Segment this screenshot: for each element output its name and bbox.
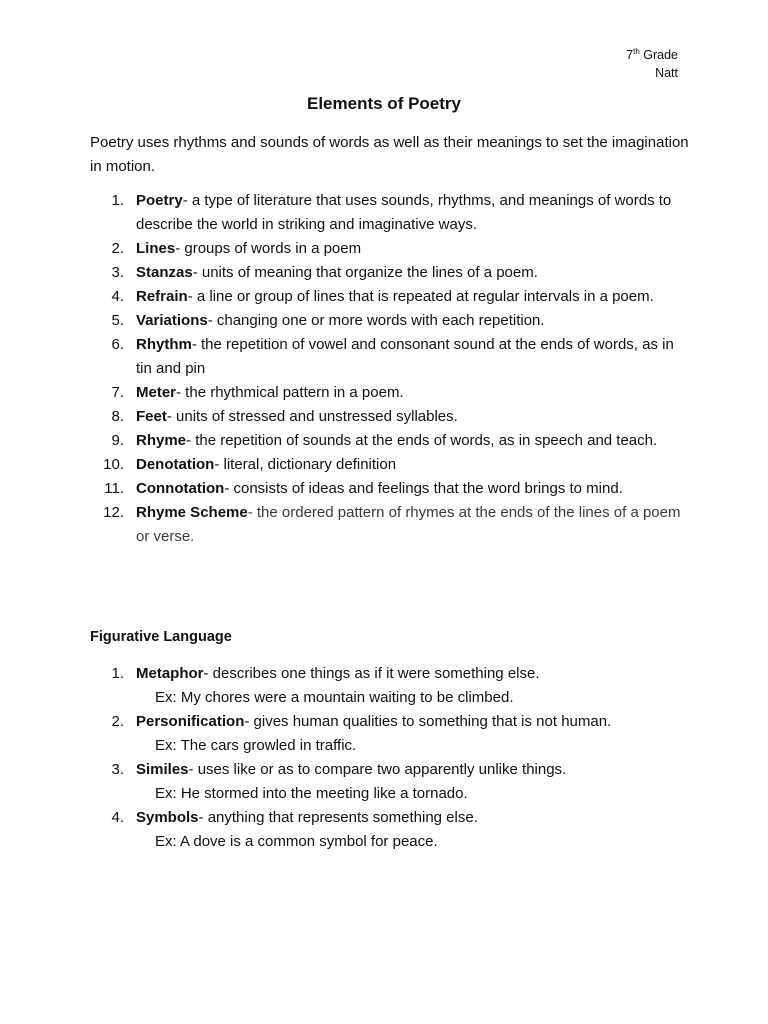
item-term: Metaphor: [136, 665, 204, 682]
list-item: [90, 309, 690, 333]
item-definition: - changing one or more words with each repetition.: [207, 312, 545, 329]
figurative-list: [90, 662, 690, 854]
grade-superscript: th: [633, 47, 640, 56]
list-item: [90, 381, 690, 405]
item-term: Similes: [136, 761, 189, 778]
item-definition: - the ordered pattern of rhymes at the ends of the lines of a poem or verse.: [136, 504, 681, 545]
item-term: Rhythm: [136, 336, 192, 353]
item-definition: - groups of words in a poem: [175, 240, 362, 257]
list-item: [90, 429, 690, 453]
list-item: [90, 710, 690, 758]
item-term: Poetry: [136, 192, 183, 209]
grade-number: 7: [626, 48, 634, 62]
item-number: 9.: [111, 432, 124, 449]
item-term: Stanzas: [136, 264, 193, 281]
list-item: [90, 405, 690, 429]
item-definition: - the repetition of vowel and consonant sound at the ends of words, as in tin and pin: [136, 336, 674, 377]
item-term: Symbols: [136, 809, 199, 826]
item-definition: - gives human qualities to something that is not human.: [244, 713, 612, 730]
item-definition: - a line or group of lines that is repeated at regular intervals in a poem.: [187, 288, 654, 305]
intro-paragraph: Poetry uses rhythms and sounds of words as well as their meanings to set the imagination in motion.: [90, 134, 689, 175]
item-number: 3.: [111, 264, 124, 281]
item-definition: - a type of literature that uses sounds, rhythms, and meanings of words to describe the world in striking and imaginative ways.: [136, 192, 672, 233]
item-number: 1.: [111, 192, 124, 209]
list-item: [90, 333, 690, 381]
terms-list: [90, 189, 690, 549]
item-number: 4.: [111, 288, 124, 305]
item-term: Refrain: [136, 288, 188, 305]
item-term: Variations: [136, 312, 208, 329]
item-number: 7.: [111, 384, 124, 401]
item-number: 10.: [103, 456, 124, 473]
item-term: Personification: [136, 713, 245, 730]
item-number: 2.: [111, 713, 124, 730]
item-definition: - the repetition of sounds at the ends of words, as in speech and teach.: [186, 432, 658, 449]
list-item: [90, 806, 690, 854]
page-title: Elements of Poetry: [307, 94, 461, 113]
teacher-name: Natt: [655, 66, 678, 80]
item-term: Feet: [136, 408, 167, 425]
grade-word: Grade: [643, 48, 678, 62]
item-term: Rhyme: [136, 432, 187, 449]
item-definition: - units of meaning that organize the lines of a poem.: [192, 264, 538, 281]
item-number: 11.: [104, 480, 124, 497]
item-definition: - the rhythmical pattern in a poem.: [176, 384, 404, 401]
list-item: [90, 237, 690, 261]
list-item: [90, 662, 690, 710]
item-example: Ex: My chores were a mountain waiting to be climbed.: [155, 689, 514, 706]
list-item: [90, 758, 690, 806]
item-number: 5.: [111, 312, 124, 329]
list-item: [90, 285, 690, 309]
item-number: 6.: [111, 336, 124, 353]
item-example: Ex: A dove is a common symbol for peace.: [155, 833, 438, 850]
list-item: [90, 477, 690, 501]
item-number: 3.: [111, 761, 124, 778]
item-definition: - literal, dictionary definition: [214, 456, 397, 473]
item-term: Lines: [136, 240, 176, 257]
figurative-heading: Figurative Language: [90, 629, 232, 645]
item-number: 8.: [111, 408, 124, 425]
item-number: 1.: [111, 665, 124, 682]
item-example: Ex: The cars growled in traffic.: [155, 737, 357, 754]
item-definition: - uses like or as to compare two apparently unlike things.: [188, 761, 567, 778]
item-term: Denotation: [136, 456, 215, 473]
item-number: 4.: [111, 809, 124, 826]
item-number: 2.: [111, 240, 124, 257]
item-term: Meter: [136, 384, 177, 401]
header-meta: [626, 46, 678, 82]
item-example: Ex: He stormed into the meeting like a tornado.: [155, 785, 468, 802]
item-number: 12.: [103, 504, 124, 521]
item-term: Connotation: [136, 480, 225, 497]
item-term: Rhyme Scheme: [136, 504, 248, 521]
item-definition: - consists of ideas and feelings that the word brings to mind.: [224, 480, 623, 497]
list-item: [90, 261, 690, 285]
list-item: [90, 189, 690, 237]
grade-line: [626, 46, 678, 64]
item-definition: - anything that represents something else.: [198, 809, 478, 826]
item-definition: - describes one things as if it were something else.: [203, 665, 540, 682]
list-item: [90, 453, 690, 477]
item-definition: - units of stressed and unstressed syllables.: [166, 408, 458, 425]
list-item: [90, 501, 690, 549]
